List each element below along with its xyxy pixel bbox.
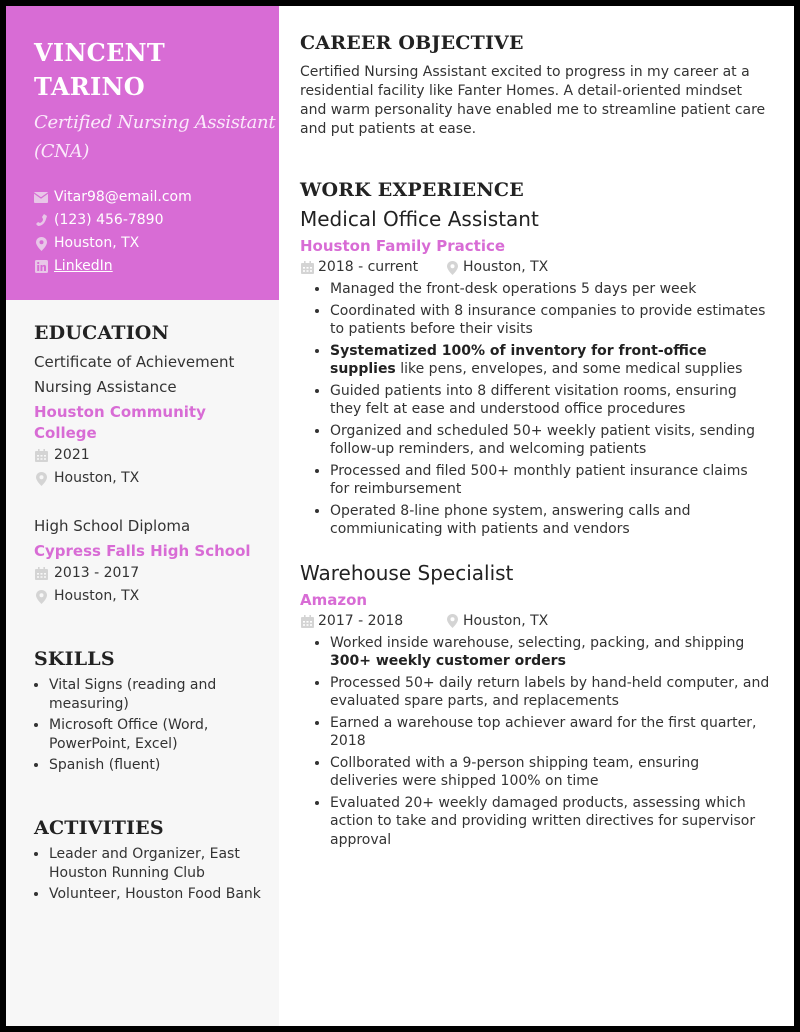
bullet-text: Guided patients into 8 different visitation rooms, ensuring they felt at ease and understood office procedures — [330, 382, 737, 417]
job-bullets — [300, 634, 770, 850]
calendar-icon — [300, 614, 314, 628]
contact-linkedin[interactable] — [34, 255, 279, 278]
contact-list — [34, 186, 279, 278]
job-bullet — [330, 462, 770, 499]
education-location — [34, 585, 263, 608]
map-pin-icon — [445, 261, 459, 275]
bullet-text: Coordinated with 8 insurance companies to provide estimates to patients before their visits — [330, 302, 766, 337]
job-entry — [300, 205, 770, 539]
job-bullet — [330, 502, 770, 539]
resume-page — [6, 6, 794, 1026]
main-content — [279, 6, 794, 1026]
objective-section — [300, 32, 770, 139]
contact-phone[interactable] — [34, 209, 279, 232]
job-bullet — [330, 714, 770, 751]
activities-list — [34, 845, 263, 904]
job-bullet — [330, 302, 770, 339]
bullet-text: Worked inside warehouse, selecting, packing, and shipping — [330, 634, 745, 651]
bullet-text: Collborated with a 9-person shipping team, ensuring deliveries were shipped 100% on time — [330, 754, 700, 789]
bullet-text: Earned a warehouse top achiever award for the first quarter, 2018 — [330, 714, 757, 749]
bullet-text: Processed 50+ daily return labels by hand-held computer, and evaluated spare parts, and replacements — [330, 674, 770, 709]
job-role: Warehouse Specialist — [300, 560, 514, 585]
experience-section — [300, 179, 770, 849]
date-text: 2018 - current — [318, 259, 419, 275]
job-date — [300, 611, 445, 632]
skills-list — [34, 676, 263, 775]
education-heading: EDUCATION — [34, 322, 170, 344]
job-meta — [300, 611, 770, 632]
objective-heading: CAREER OBJECTIVE — [300, 32, 524, 54]
degree-field: Nursing Assistance — [34, 378, 177, 396]
education-item — [34, 350, 263, 490]
job-title: Certified Nursing Assistant (CNA) — [34, 112, 276, 162]
bullet-text: Operated 8-line phone system, answering calls and commiunicating with patients and vendors — [330, 502, 691, 537]
header-block — [6, 6, 279, 300]
location-text: Houston, TX — [54, 588, 140, 604]
bullet-text: Processed and filed 500+ monthly patient insurance claims for reimbursement — [330, 462, 748, 497]
job-bullet — [330, 794, 770, 850]
sidebar — [6, 6, 279, 1026]
email-text: Vitar98@email.com — [54, 189, 192, 205]
education-location — [34, 467, 263, 490]
skill-item: • Microsoft Office (Word, PowerPoint, Excel) — [49, 716, 263, 754]
job-bullet — [330, 634, 770, 671]
skill-item: • Spanish (fluent) — [49, 756, 263, 775]
job-date — [300, 257, 445, 278]
job-bullet — [330, 382, 770, 419]
job-bullet — [330, 422, 770, 459]
location-text: Houston, TX — [463, 612, 549, 629]
bullet-text: Managed the front-desk operations 5 days per week — [330, 281, 697, 297]
date-text: 2021 — [54, 447, 90, 463]
bullet-text: Evaluated 20+ weekly damaged products, assessing which action to take and providing written directives for supervisor approval — [330, 794, 756, 848]
name-last: TARINO — [34, 72, 145, 101]
job-bullets — [300, 280, 770, 539]
calendar-icon — [300, 261, 314, 275]
envelope-icon — [34, 191, 48, 205]
degree-name: High School Diploma — [34, 517, 191, 535]
bullet-text: Organized and scheduled 50+ weekly patient visits, sending follow-up reminders, and welcoming patients — [330, 422, 755, 457]
skills-heading: SKILLS — [34, 648, 115, 670]
location-text: Houston, TX — [54, 235, 140, 251]
job-bullet — [330, 342, 770, 379]
job-meta — [300, 257, 770, 278]
linkedin-link[interactable]: LinkedIn — [54, 258, 113, 274]
skill-item: • Vital Signs (reading and measuring) — [49, 676, 263, 714]
school-name: Cypress Falls High School — [34, 542, 251, 560]
degree-name: Certificate of Achievement — [34, 353, 235, 371]
job-company: Amazon — [300, 590, 368, 609]
objective-text: Certified Nursing Assistant excited to progress in my career at a residential facility like Fanter Homes. A detail-oriented mindset and warm personality have enabled me to streamline patient care and put patients at ease. — [300, 64, 766, 137]
date-text: 2013 - 2017 — [54, 565, 140, 581]
skills-section — [34, 648, 263, 775]
phone-text: (123) 456-7890 — [54, 212, 164, 228]
map-pin-icon — [34, 237, 48, 251]
education-date — [34, 562, 263, 585]
map-pin-icon — [445, 614, 459, 628]
linkedin-icon — [34, 260, 48, 274]
bullet-bold-text: Systematized 100% of inventory for front-office supplies — [330, 342, 707, 377]
school-name: Houston Community College — [34, 403, 206, 442]
location-text: Houston, TX — [463, 259, 549, 275]
bullet-bold-text: 300+ weekly customer orders — [330, 653, 566, 669]
education-date — [34, 444, 263, 467]
job-location — [445, 257, 548, 278]
activities-section — [34, 817, 263, 904]
experience-heading: WORK EXPERIENCE — [300, 179, 524, 201]
name-first: VINCENT — [34, 38, 166, 67]
location-text: Houston, TX — [54, 470, 140, 486]
calendar-icon — [34, 567, 48, 581]
activity-item: • Volunteer, Houston Food Bank — [49, 885, 263, 904]
contact-location — [34, 232, 279, 255]
activity-item: • Leader and Organizer, East Houston Running Club — [49, 845, 263, 883]
phone-icon — [34, 214, 48, 228]
job-role: Medical Office Assistant — [300, 207, 539, 231]
job-company: Houston Family Practice — [300, 237, 506, 255]
education-item — [34, 514, 263, 608]
sidebar-body — [6, 300, 279, 904]
contact-email[interactable] — [34, 186, 279, 209]
bullet-text: like pens, envelopes, and some medical supplies — [395, 361, 743, 377]
map-pin-icon — [34, 590, 48, 604]
job-entry — [300, 559, 770, 850]
education-section — [34, 322, 263, 608]
calendar-icon — [34, 449, 48, 463]
date-text: 2017 - 2018 — [318, 612, 404, 629]
job-bullet — [330, 754, 770, 791]
job-bullet — [330, 674, 770, 711]
candidate-name — [34, 36, 279, 104]
job-bullet — [330, 280, 770, 299]
map-pin-icon — [34, 472, 48, 486]
job-location — [445, 611, 548, 632]
activities-heading: ACTIVITIES — [34, 817, 164, 839]
